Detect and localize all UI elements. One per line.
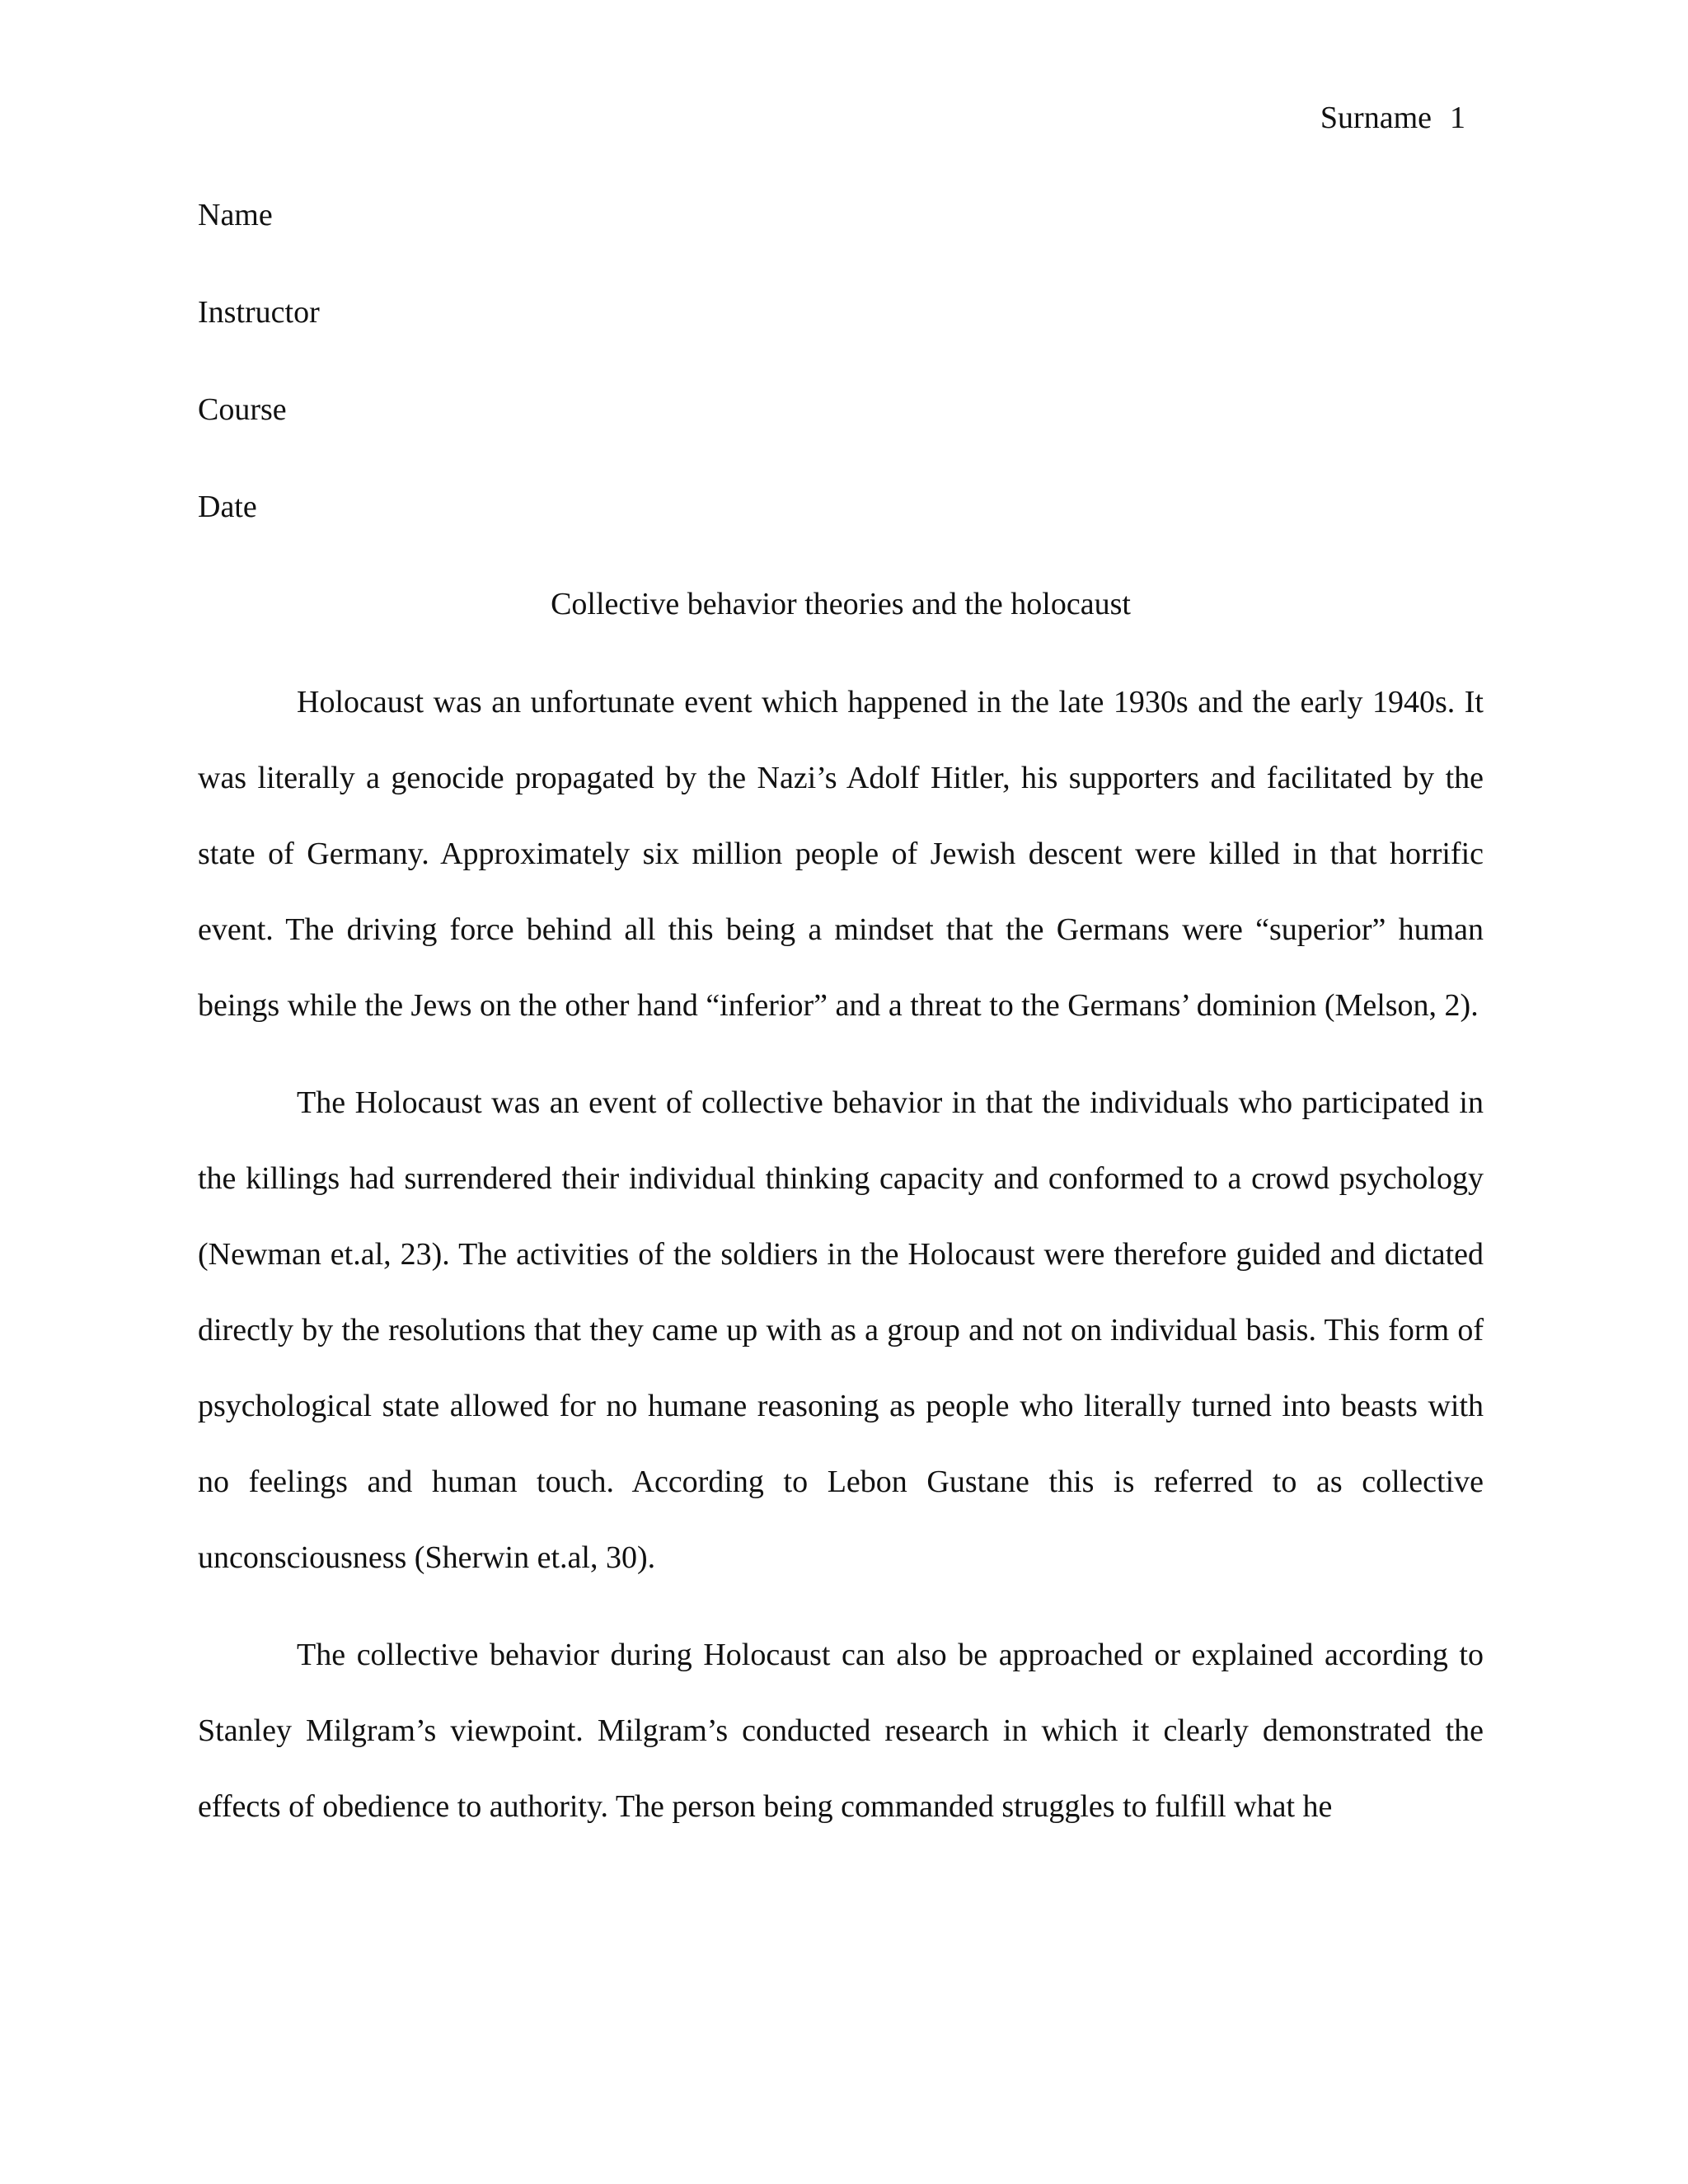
header-surname: Surname (1320, 101, 1432, 135)
paragraph-2: The Holocaust was an event of collective behavior in that the individuals who participated in the killings had surrendered their individual thinking capacity and conformed to a crowd psychology (Newman et.al, 23). The activities of the soldiers in the Holocaust were therefore guided and dictated directly by the resolutions that they came up with as a group and not on individual basis. This form of psychological state allowed for no humane reasoning as people who literally turned into beasts with no feelings and human touch. According to Lebon Gustane this is referred to as collective unconsciousness (Sherwin et.al, 30). (198, 1085, 1484, 1575)
paragraph-1: Holocaust was an unfortunate event which happened in the late 1930s and the early 1940s. It was literally a genocide propagated by the Nazi’s Adolf Hitler, his supporters and facilitated by the state of Germany. Approximately six million people of Jewish descent were killed in that horrific event. The driving force behind all this being a mindset that the Germans were “superior” human beings while the Jews on the other hand “inferior” and a threat to the Germans’ dominion (Melson, 2). (198, 685, 1484, 1023)
instructor-name: Instructor (198, 295, 320, 330)
document-body (198, 194, 1484, 1866)
date-line: Date (198, 490, 257, 524)
course-name: Course (198, 392, 287, 427)
running-header (1320, 97, 1465, 138)
paragraph-3: The collective behavior during Holocaust can also be approached or explained according to Stanley Milgram’s viewpoint. Milgram’s conducted research in which it clearly demonstrated the effects of obedience to authority. The person being commanded struggles to fulfill what he (198, 1638, 1484, 1824)
essay-title: Collective behavior theories and the holocaust (551, 587, 1131, 621)
student-name: Name (198, 198, 273, 232)
header-page-number: 1 (1450, 101, 1465, 135)
